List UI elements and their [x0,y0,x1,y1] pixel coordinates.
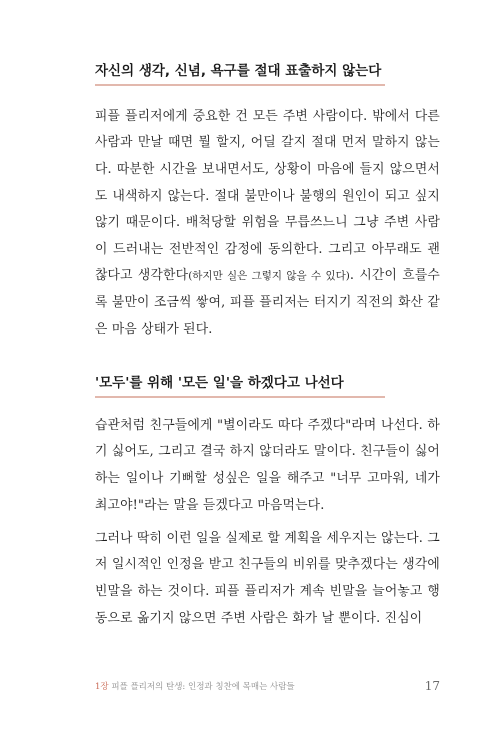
section-heading [95,62,435,80]
body-paragraph [95,413,440,519]
chapter-label: 1장 [95,682,109,692]
paragraph-text: 그러나 딱히 이런 일을 실제로 할 계획을 세우지는 않는다. 그저 일시적인 인정을 받고 친구들의 비위를 맞추겠다는 생각에 빈말을 하는 것이다. 피플 플리저가 계속 빈말을 늘어놓고 행동으로 옮기지 않으면 주변 사람은 화가 날 뿐이다. 진심이 [95,530,440,626]
body-paragraph [95,104,440,343]
heading-underline [95,84,385,86]
running-footer [95,681,295,693]
chapter-title: 피플 플리저의 탄생: 인정과 칭찬에 목매는 사람들 [111,682,295,692]
page-number: 17 [424,679,440,693]
section-heading-text: '모두'를 위해 '모든 일'을 하겠다고 나선다 [95,375,344,391]
paragraph-text-continued: . 시간이 흐를수록 불만이 조금씩 쌓여, 피플 플리저는 터지기 직전의 화산 같은 마음 상태가 된다. [95,268,440,337]
section-heading-text: 자신의 생각, 신념, 욕구를 절대 표출하지 않는다 [95,63,382,79]
heading-underline [95,396,385,398]
parenthetical-note: (하지만 실은 그렇지 않을 수 있다) [188,270,350,283]
section-heading [95,374,435,392]
paragraph-text: 습관처럼 친구들에게 "별이라도 따다 주겠다"라며 나선다. 하기 싫어도, 그리고 결국 하지 않더라도 말이다. 친구들이 싫어하는 일이나 기뻐할 성싶은 일을 해주고 "너무 고마워, 네가 최고야!"라는 말을 듣겠다고 마음먹는다. [95,417,440,513]
paragraph-text: 피플 플리저에게 중요한 건 모든 주변 사람이다. 밖에서 다른 사람과 만날 때면 뭘 할지, 어딜 갈지 절대 먼저 말하지 않는다. 따분한 시간을 보내면서도, 상황이 마음에 들지 않으면서도 내색하지 않는다. 절대 불만이나 불행의 원인이 되고 싶지 않기 때문이다. 배척당할 위험을 무릅쓰느니 그냥 주변 사람이 드러내는 전반적인 감정에 동의한다. 그리고 아무래도 괜찮다고 생각한다 [95,108,440,284]
body-paragraph [95,526,440,632]
